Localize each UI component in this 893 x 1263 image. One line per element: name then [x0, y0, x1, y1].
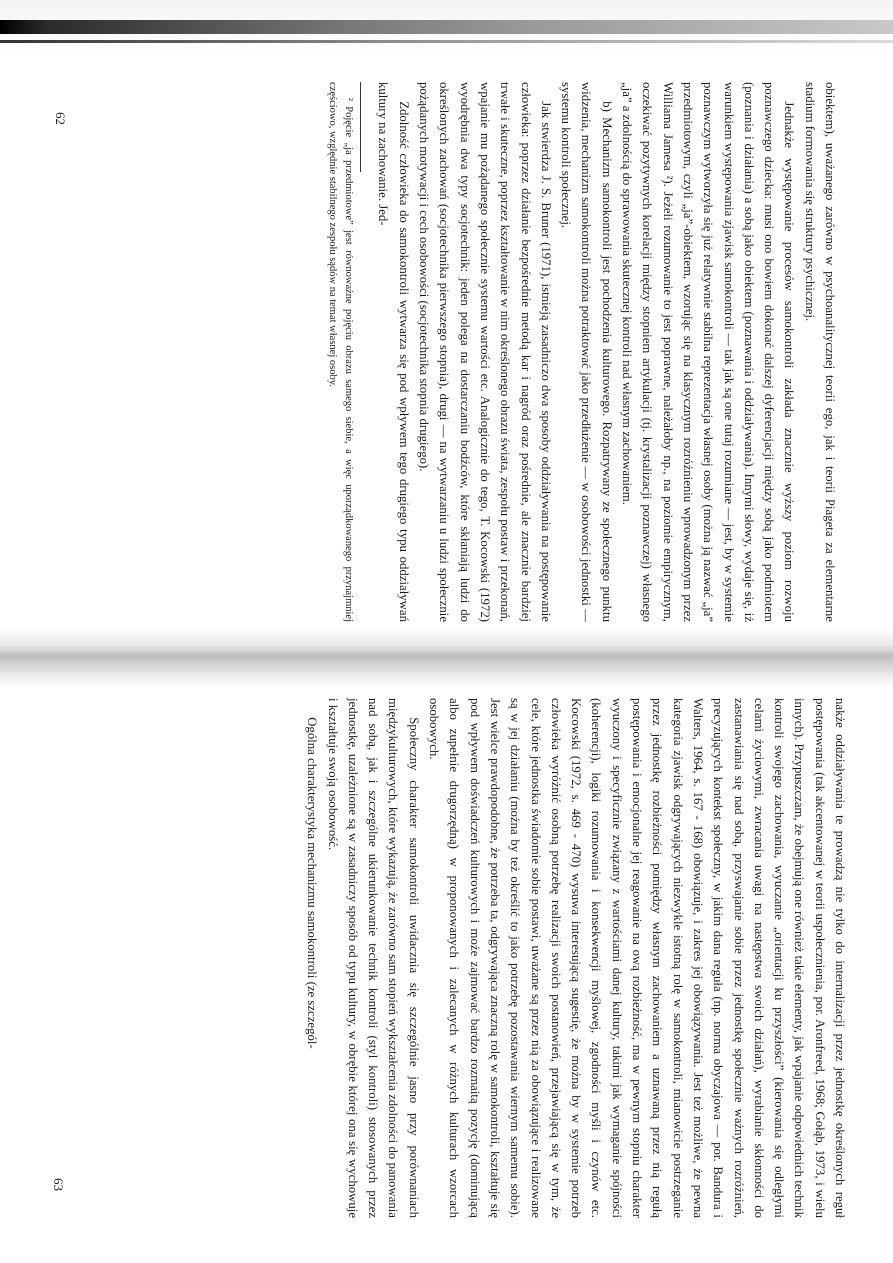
paragraph: obiektem), uważanego zarówno w psychoanalitycznej teorii ego, jak i teorii Piageta za elementarne stadium formowania się struktury psychicznej.	[802, 82, 837, 622]
page-number: 62	[53, 112, 68, 125]
book-gutter	[0, 628, 893, 686]
page-63	[0, 690, 893, 1230]
paragraph: Jak stwierdza J. S. Bruner (1971), istnieją zasadniczo dwa sposoby oddziaływania na postępowanie człowieka: poprzez działanie bezpośrednie metodą kar i nagród oraz pośrednie, ale znacznie bardziej trwałe i skuteczne, poprzez kształtowanie w nim określonego obrazu świata, zespołu postaw i przekonań, wpajanie mu pożądanego społecznie systemu wartości etc. Analogicznie do tego, T. Kocowski (1972) wyodrębnia dwa typy socjotechnik: jeden polega na dostarczaniu bodźców, które skłaniają ludzi do określonych zachowań (socjotechnika pierwszego stopnia), drugi — na wytwarzaniu u ludzi społecznie pożądanych motywacji i cech osobowości (socjotechnika stopnia drugiego).	[417, 82, 553, 622]
page-62-text	[324, 82, 840, 622]
paragraph: b) Mechanizm samokontroli jest pochodzenia kulturowego. Rozpatrywany ze społecznego punktu widzenia, mechanizm samokontroli można potraktować jako przedłużenie — w osobowości jednostki — systemu kontroli społecznej.	[559, 82, 614, 622]
scan-shadow-line	[0, 40, 893, 43]
paragraph: Ogólna charakterystyka mechanizmu samokontroli (ze szczegól-	[305, 717, 320, 1049]
page-62	[0, 60, 893, 626]
footnote: ² Pojęcie „ja przedmiotowe” jest równoważne pojęciu obrazu samego siebie, a więc uporządkowanego przynajmniej częściowo, względnie stabilnego zespołu sądów na temat własnej osoby.	[327, 82, 355, 622]
paragraph: nakże oddziaływania te prowadzą nie tylko do internalizacji przez jednostkę określonych reguł postępowania (tak akcentowanej w teorii uspołecznienia, por. Aronfreed, 1968; Gołąb, 1973, i wielu innych). Przypuszczam, że obejmują one również takie elementy, jak wpajanie odpowiednich technik kontroli swojego zachowania, wyuczanie „orientacji ku przyszłości” (kierowania się odległymi celami życiowymi, zwracania uwagi na następstwa swoich działań), wyrabianie skłonności do zastanawiania się nad sobą, przyswajanie sobie przez jednostkę społecznie ważnych rozróżnień, precyzujących kontekst społeczny, w jakim dana reguła (np. norma obyczajowa — por. Bandura i Walters, 1964, s. 167 - 168) obowiązuje, i zakres jej obowiązywania. Jest też możliwe, że pewna kategoria zjawisk odgrywających niezwykle istotną rolę w samokontroli, mianowicie postrzeganie przez jednostkę rozbieżności pomiędzy własnym zachowaniem a uznawaną przez nią regułą postępowania i emocjonalne jej reagowanie na ową rozbieżność, ma w pewnym stopniu charakter wyuczony i specyficznie związany z wartościami danej kultury, takimi jak wymaganie spójności (koherencji), logiki rozumowania i konsekwencji myślowej, zgodności myśli i czynów etc. Kocowski (1972, s. 469 - 470) wysuwa interesującą sugestię, że można by w systemie potrzeb człowieka wyróżnić osobną potrzebę realizacji swoich postanowień, przejawiającą się w tym, że cele, które jednostka świadomie sobie postawi, uważane są przez nią za obowiązujące i realizowane są w jej działaniu (można by też określić to jako potrzebę pozostawania wiernym samemu sobie). Jest wielce prawdopodobne, że potrzeba ta, odgrywająca znaczną rolę w samokontroli, kształtuje się pod wpływem doświadczeń kulturowych i może zajmować bardzo rozmaitą pozycję (dominującą albo zupełnie drugorzędną) w proponowanych i zalecanych w różnych kulturach wzorcach osobowych.	[427, 698, 847, 1218]
paragraph: Społeczny charakter samokontroli uwidacznia się szczególnie jasno przy porównaniach międzykulturowych, które wykazują, że zarówno sam stopień wykształcenia zdolności do panowania nad sobą, jak i szczególne ukierunkowanie technik kontroli (styl kontroli) stosowanych przez jednostkę, uzależnione są w zasadniczy sposób od typu kultury, w obrębie której ona się wychowuje i kształtuje swoją osobowość.	[325, 698, 421, 1218]
page-63-text	[302, 698, 850, 1218]
paragraph: Zdolność człowieka do samokontroli wytwarza się pod wpływem tego drugiego typu oddziaływań kultury na zachowanie. Jed-	[376, 82, 411, 622]
page-number: 63	[51, 1178, 66, 1191]
footnote-rule	[360, 82, 361, 172]
scan-shadow-bar	[0, 20, 893, 34]
paragraph: Jednakże występowanie procesów samokontroli zakłada znacznie wyższy poziom rozwoju poznawczego dziecka: musi ono bowiem dokonać dalszej dyferencjacji między sobą jako podmiotem (poznania i działania) a sobą jako obiektem (poznawania i oddziaływania). Innymi słowy, wydaje się, iż warunkiem występowania zjawisk samokontroli — tak jak są one tutaj rozumiane — jest, by w systemie poznawczym wytworzyła się już relatywnie stabilna reprezentacja własnej osoby (można ją nazwać „ja” przedmiotowym, czyli „ja”-obiektem, wzorując się na klasycznym rozróżnieniu wprowadzonym przez Williama Jamesa ²). Jeżeli rozumowanie to jest poprawne, należałoby np., na poziomie empirycznym, oczekiwać pozytywnych korelacji między stopniem artykulacji (tj. krystalizacji poznawczej) własnego „ja” a zdolnością do sprawowania skutecznej kontroli nad własnym zachowaniem.	[620, 82, 797, 622]
